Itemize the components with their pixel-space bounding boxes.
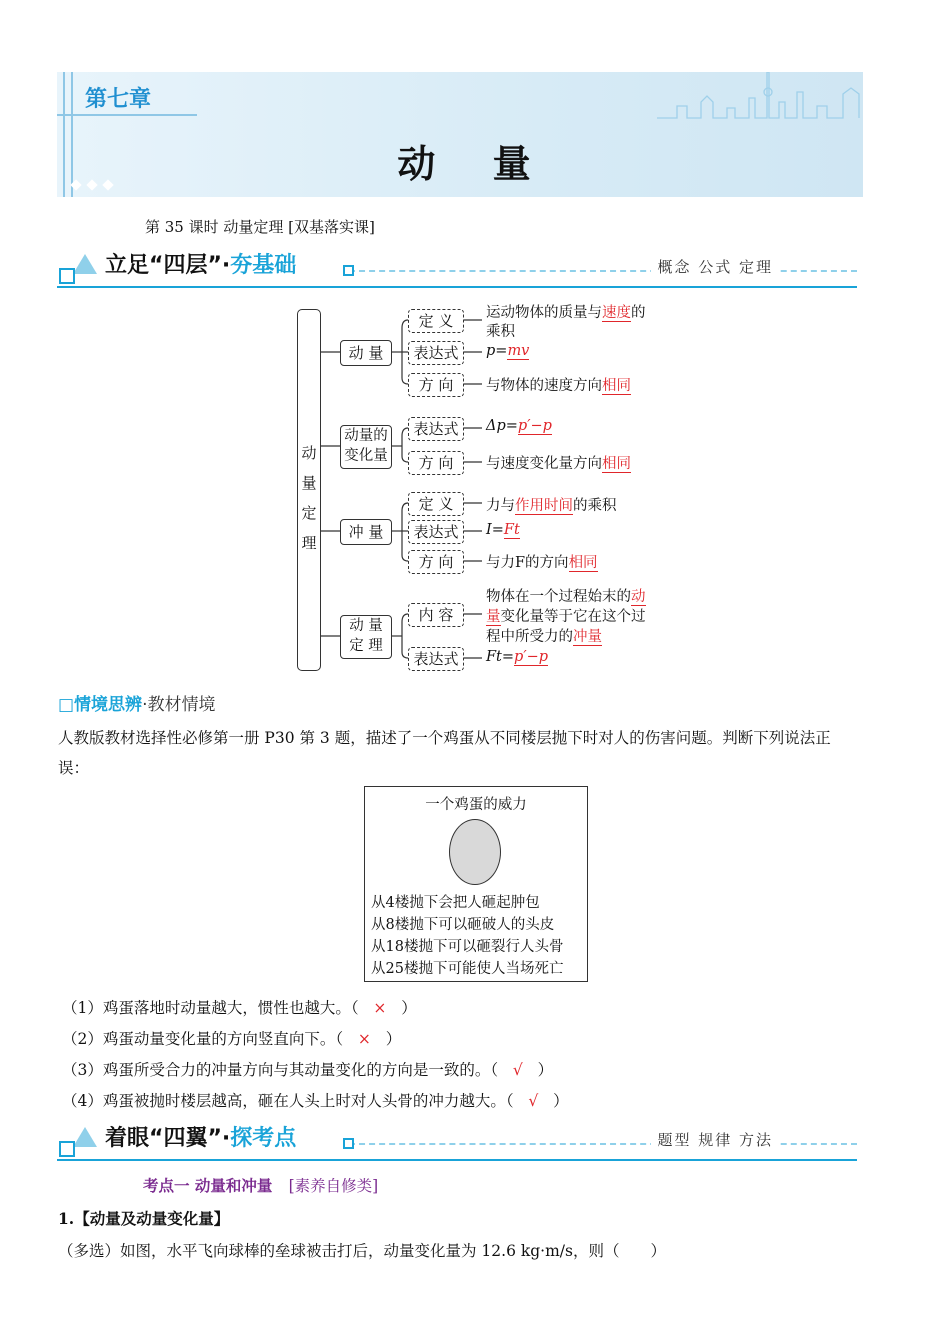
node-definition: 定 义 bbox=[408, 309, 464, 333]
theorem-content-line3: 程中所受力的冲量 bbox=[486, 629, 602, 645]
situation-intro-cont: 误： bbox=[58, 759, 90, 777]
section-header-exam-points bbox=[57, 1121, 857, 1161]
concept-root: 动 量 定 理 bbox=[297, 309, 321, 671]
chapter-label: 第七章 bbox=[85, 87, 152, 112]
change-expression: Δp=p′−p bbox=[486, 418, 552, 434]
node-expression: 表达式 bbox=[408, 417, 464, 441]
judgment-item: （2）鸡蛋动量变化量的方向竖直向下。（ × ） bbox=[62, 1030, 402, 1048]
node-expression: 表达式 bbox=[408, 520, 464, 544]
square-icon bbox=[59, 1141, 75, 1157]
node-expression: 表达式 bbox=[408, 341, 464, 365]
momentum-direction: 与物体的速度方向相同 bbox=[486, 378, 631, 394]
egg-figure bbox=[364, 786, 588, 982]
momentum-definition: 运动物体的质量与速度的 bbox=[486, 305, 646, 321]
node-content: 内 容 bbox=[408, 603, 464, 627]
figure-line: 从25楼抛下可能使人当场死亡 bbox=[371, 961, 564, 977]
node-direction: 方 向 bbox=[408, 550, 464, 574]
section-title: 立足“四层”·夯基础 bbox=[105, 253, 297, 278]
situation-heading: □情境思辨·教材情境 bbox=[58, 695, 216, 715]
page-title: 动 量 bbox=[397, 141, 553, 186]
momentum-definition-cont: 乘积 bbox=[486, 324, 515, 340]
judgment-item: （3）鸡蛋所受合力的冲量方向与其动量变化的方向是一致的。（ √ ） bbox=[62, 1061, 554, 1079]
figure-line: 从8楼抛下可以砸破人的头皮 bbox=[371, 917, 555, 933]
section-tags: 概念 公式 定理 bbox=[651, 256, 779, 277]
question-stem: （多选）如图，水平飞向球棒的垒球被击打后，动量变化量为 12.6 kg·m/s，则（ ） bbox=[58, 1242, 666, 1260]
node-definition: 定 义 bbox=[408, 492, 464, 516]
impulse-definition: 力与作用时间的乘积 bbox=[486, 498, 617, 514]
theorem-content-line2: 量变化量等于它在这个过 bbox=[486, 609, 646, 625]
lesson-title: 第 35 课时 动量定理 [双基落实课] bbox=[145, 218, 375, 236]
situation-intro: 人教版教材选择性必修第一册 P30 第 3 题，描述了一个鸡蛋从不同楼层抛下时对人的伤害问题。判断下列说法正 bbox=[58, 729, 831, 747]
figure-caption: 一个鸡蛋的威力 bbox=[425, 797, 527, 813]
figure-line: 从4楼抛下会把人砸起肿包 bbox=[371, 895, 540, 911]
triangle-icon bbox=[73, 1127, 97, 1147]
impulse-direction: 与力F的方向相同 bbox=[486, 555, 598, 571]
judgment-item: （4）鸡蛋被抛时楼层越高，砸在人头上时对人头骨的冲力越大。（ √ ） bbox=[62, 1092, 569, 1110]
theorem-content-line1: 物体在一个过程始末的动 bbox=[486, 589, 646, 605]
node-momentum-change: 动量的 变化量 bbox=[340, 425, 392, 469]
egg-icon bbox=[449, 819, 501, 885]
section-tags: 题型 规律 方法 bbox=[651, 1129, 779, 1150]
question-title: 1.【动量及动量变化量】 bbox=[58, 1209, 230, 1228]
section-title: 着眼“四翼”·探考点 bbox=[105, 1126, 297, 1151]
node-theorem: 动 量 定 理 bbox=[340, 615, 392, 659]
momentum-expression: p=mv bbox=[486, 343, 530, 359]
node-impulse: 冲 量 bbox=[340, 519, 392, 545]
square-icon bbox=[343, 1138, 354, 1149]
node-direction: 方 向 bbox=[408, 451, 464, 475]
node-expression: 表达式 bbox=[408, 647, 464, 671]
impulse-expression: I=Ft bbox=[486, 522, 520, 538]
theorem-expression: Ft=p′−p bbox=[486, 649, 549, 665]
exam-point-title: 考点一 动量和冲量 [素养自修类] bbox=[143, 1176, 379, 1195]
node-momentum: 动 量 bbox=[340, 340, 392, 366]
judgment-item: （1）鸡蛋落地时动量越大，惯性也越大。（ × ） bbox=[62, 999, 417, 1017]
node-direction: 方 向 bbox=[408, 373, 464, 397]
figure-line: 从18楼抛下可以砸裂行人头骨 bbox=[371, 939, 564, 955]
change-direction: 与速度变化量方向相同 bbox=[486, 456, 631, 472]
